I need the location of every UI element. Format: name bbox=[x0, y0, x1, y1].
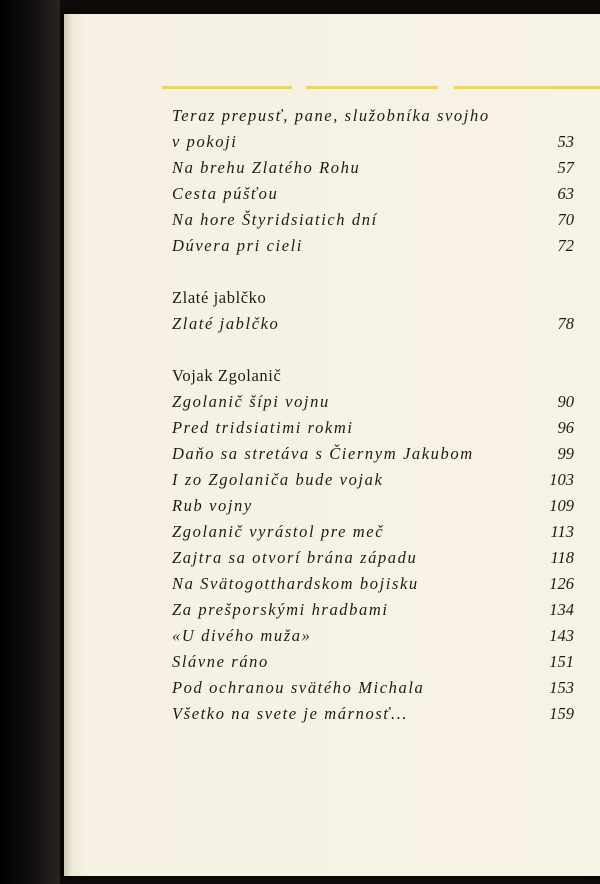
toc-entry bbox=[172, 129, 574, 155]
toc-entry-title: Dúvera pri cieli bbox=[172, 236, 303, 255]
toc-entry-title: Pod ochranou svätého Michala bbox=[172, 678, 425, 697]
toc-entry-page: 126 bbox=[549, 574, 574, 593]
toc-entry-title: Na Svätogotthardskom bojisku bbox=[172, 574, 419, 593]
toc-entry-page: 72 bbox=[557, 236, 574, 255]
toc-entry bbox=[172, 519, 574, 545]
toc-entry-page: 96 bbox=[557, 418, 574, 437]
toc-entry-title: I zo Zgolaniča bude vojak bbox=[172, 470, 384, 489]
toc-entry bbox=[172, 597, 574, 623]
toc-entry bbox=[172, 675, 574, 701]
toc-entry-page: 103 bbox=[549, 470, 574, 489]
toc-entry-title: Daňo sa stretáva s Čiernym Jakubom bbox=[172, 444, 474, 463]
toc-entry bbox=[172, 571, 574, 597]
toc-entry bbox=[172, 207, 574, 233]
toc-entry-page: 70 bbox=[557, 210, 574, 229]
toc-entry-page: 159 bbox=[549, 704, 574, 723]
toc-entry bbox=[172, 649, 574, 675]
yellow-rule bbox=[306, 86, 438, 89]
toc-entry-title: Zajtra sa otvorí brána západu bbox=[172, 548, 418, 567]
toc-entry-page: 113 bbox=[550, 522, 574, 541]
toc-entry bbox=[172, 545, 574, 571]
toc-entry bbox=[172, 701, 574, 727]
toc-entry-page: 109 bbox=[549, 496, 574, 515]
toc-entry bbox=[172, 155, 574, 181]
toc-entry bbox=[172, 415, 574, 441]
toc-entry-title: Zgolanič šípi vojnu bbox=[172, 392, 330, 411]
book-spine-shadow bbox=[0, 0, 60, 884]
toc-entry-title: Pred tridsiatimi rokmi bbox=[172, 418, 354, 437]
toc-entry-page: 90 bbox=[557, 392, 574, 411]
section-heading: Vojak Zgolanič bbox=[172, 366, 282, 385]
toc-entry bbox=[172, 389, 574, 415]
toc-entry-title: Teraz prepusť, pane, služobníka svojho bbox=[172, 106, 490, 125]
toc-entry-page: 63 bbox=[557, 184, 574, 203]
toc-entry-title: «U divého muža» bbox=[172, 626, 312, 645]
toc-entry bbox=[172, 233, 574, 259]
toc-entry-title: Na hore Štyridsiatich dní bbox=[172, 210, 378, 229]
toc-entry-page: 118 bbox=[550, 548, 574, 567]
toc-entry bbox=[172, 441, 574, 467]
toc-entry-title: Všetko na svete je márnosť... bbox=[172, 704, 409, 723]
toc-entry bbox=[172, 181, 574, 207]
yellow-rule bbox=[454, 86, 600, 89]
toc-entry-title: Cesta púšťou bbox=[172, 184, 279, 203]
toc-entry-page: 143 bbox=[549, 626, 574, 645]
toc-entry-title: Rub vojny bbox=[172, 496, 253, 515]
toc-entry-title: Za prešporskými hradbami bbox=[172, 600, 389, 619]
toc-entry-title: Zlaté jablčko bbox=[172, 314, 280, 333]
toc-entry-page: 151 bbox=[549, 652, 574, 671]
toc-entry bbox=[172, 493, 574, 519]
yellow-rule bbox=[162, 86, 292, 89]
toc-entry-title: v pokoji bbox=[172, 132, 238, 151]
toc-entry bbox=[172, 467, 574, 493]
table-of-contents bbox=[172, 103, 574, 727]
page-gutter bbox=[64, 14, 72, 876]
toc-entry-title: Slávne ráno bbox=[172, 652, 269, 671]
toc-entry-page: 53 bbox=[557, 132, 574, 151]
toc-entry-page: 134 bbox=[549, 600, 574, 619]
toc-entry-page: 99 bbox=[557, 444, 574, 463]
section-heading: Zlaté jablčko bbox=[172, 288, 267, 307]
toc-entry bbox=[172, 623, 574, 649]
toc-entry-page: 57 bbox=[557, 158, 574, 177]
toc-entry bbox=[172, 311, 574, 337]
toc-entry bbox=[172, 103, 574, 129]
toc-entry-page: 153 bbox=[549, 678, 574, 697]
toc-entry-title: Na brehu Zlatého Rohu bbox=[172, 158, 361, 177]
toc-entry-page: 78 bbox=[557, 314, 574, 333]
toc-entry-title: Zgolanič vyrástol pre meč bbox=[172, 522, 385, 541]
